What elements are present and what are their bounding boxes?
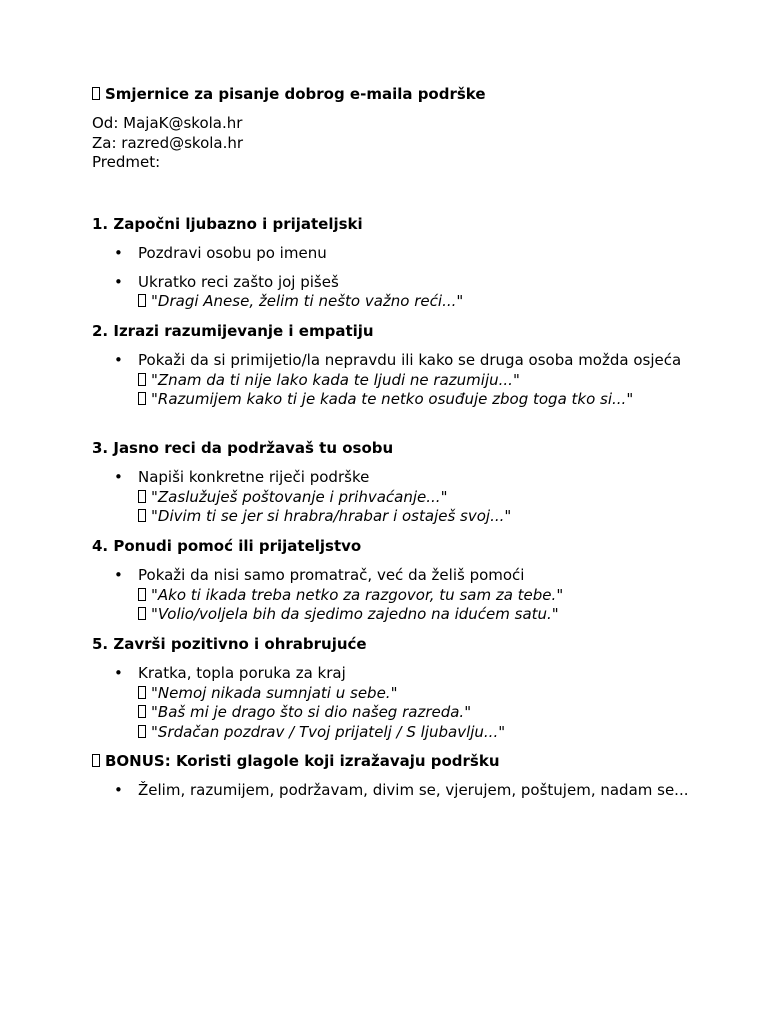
- list-item: [92, 566, 692, 625]
- placeholder-glyph-icon: [138, 509, 146, 522]
- section-heading: [92, 536, 692, 556]
- example-quote: "Volio/voljela bih da sjedimo zajedno na idućem satu.": [138, 605, 692, 625]
- example-quote-text: Baš mi je drago što si dio našeg razreda.: [157, 703, 465, 721]
- section-item-list: [92, 566, 692, 625]
- guideline-section: [92, 438, 692, 527]
- section-heading: [92, 438, 692, 458]
- list-item-text: Napiši konkretne riječi podrške: [138, 468, 370, 486]
- email-subject: Predmet:: [92, 153, 161, 171]
- list-item-text: Pozdravi osobu po imenu: [138, 244, 327, 262]
- example-quote-text: Zaslužuješ poštovanje i prihvaćanje...: [157, 487, 441, 506]
- document-title-text: Smjernice za pisanje dobrog e-maila podrške: [105, 85, 486, 103]
- example-quote-text: Srdačan pozdrav / Tvoj prijatelj / S ljubavlju...: [157, 722, 499, 741]
- example-quote: "Razumijem kako ti je kada te netko osuđuje zbog toga tko si...": [138, 390, 692, 410]
- list-item: [92, 351, 692, 410]
- section-item-list: [92, 244, 692, 312]
- example-quote-text: Znam da ti nije lako kada te ljudi ne razumiju...: [157, 370, 513, 389]
- section-heading-text: 3. Jasno reci da podržavaš tu osobu: [92, 439, 394, 457]
- example-quote: "Baš mi je drago što si dio našeg razreda.": [138, 703, 692, 723]
- guideline-section: [92, 634, 692, 742]
- list-item-text: Želim, razumijem, podržavam, divim se, vjerujem, poštujem, nadam se...: [138, 781, 689, 799]
- example-quote-text: Divim ti se jer si hrabra/hrabar i ostaješ svoj...: [157, 507, 505, 525]
- section-heading: [92, 634, 692, 654]
- guideline-section: [92, 536, 692, 625]
- email-from: Od: MajaK@skola.hr: [92, 114, 243, 132]
- section-item-list: [92, 781, 692, 801]
- email-to: Za: razred@skola.hr: [92, 133, 244, 152]
- example-quote-text: Dragi Anese, želim ti nešto važno reći...: [157, 292, 457, 310]
- section-heading: [92, 751, 692, 771]
- list-item-text: Pokaži da nisi samo promatrač, već da želiš pomoći: [138, 566, 525, 584]
- guideline-section: [92, 214, 692, 312]
- list-item-text: Pokaži da si primijetio/la nepravdu ili kako se druga osoba možda osjeća: [138, 351, 682, 369]
- guideline-section: [92, 751, 692, 801]
- list-item: [92, 273, 692, 312]
- document-title: [92, 84, 692, 104]
- section-heading-text: 2. Izrazi razumijevanje i empatiju: [92, 322, 374, 340]
- example-quote-text: Razumijem kako ti je kada te netko osuđuje zbog toga tko si...: [157, 390, 627, 408]
- section-heading-text: BONUS: Koristi glagole koji izražavaju podršku: [105, 752, 500, 770]
- placeholder-glyph-icon: [138, 294, 146, 307]
- placeholder-glyph-icon: [138, 705, 146, 718]
- list-item: [92, 468, 692, 527]
- list-item-text: Kratka, topla poruka za kraj: [138, 664, 346, 682]
- list-item: [92, 244, 692, 264]
- example-quote: "Znam da ti nije lako kada te ljudi ne razumiju...": [138, 371, 692, 391]
- example-quote-text: Nemoj nikada sumnjati u sebe.: [157, 683, 391, 702]
- example-quote: "Srdačan pozdrav / Tvoj prijatelj / S ljubavlju...": [138, 723, 692, 743]
- example-quote: "Dragi Anese, želim ti nešto važno reći...": [138, 292, 692, 312]
- section-item-list: [92, 351, 692, 410]
- placeholder-glyph-icon: [138, 373, 146, 386]
- placeholder-glyph-icon: [138, 588, 146, 601]
- section-heading: [92, 214, 692, 234]
- placeholder-glyph-icon: [92, 754, 100, 767]
- email-meta: [92, 114, 692, 173]
- section-item-list: [92, 664, 692, 742]
- list-item: [92, 781, 692, 801]
- placeholder-glyph-icon: [138, 607, 146, 620]
- list-item: [92, 664, 692, 742]
- section-heading-text: 1. Započni ljubazno i prijateljski: [92, 215, 363, 233]
- example-quote: "Ako ti ikada treba netko za razgovor, tu sam za tebe.": [138, 586, 692, 606]
- section-heading-text: 5. Završi pozitivno i ohrabrujuće: [92, 635, 367, 653]
- section-heading: [92, 321, 692, 341]
- section-item-list: [92, 468, 692, 527]
- placeholder-glyph-icon: [138, 725, 146, 738]
- example-quote-text: Volio/voljela bih da sjedimo zajedno na idućem satu.: [157, 605, 552, 623]
- placeholder-glyph-icon: [138, 392, 146, 405]
- placeholder-glyph-icon: [138, 490, 146, 503]
- placeholder-glyph-icon: [92, 87, 100, 100]
- guideline-section: [92, 321, 692, 410]
- list-item-text: Ukratko reci zašto joj pišeš: [138, 272, 339, 291]
- section-heading-text: 4. Ponudi pomoć ili prijateljstvo: [92, 537, 362, 555]
- example-quote: "Divim ti se jer si hrabra/hrabar i ostaješ svoj...": [138, 507, 692, 527]
- placeholder-glyph-icon: [138, 686, 146, 699]
- example-quote: "Nemoj nikada sumnjati u sebe.": [138, 684, 692, 704]
- example-quote: "Zaslužuješ poštovanje i prihvaćanje...": [138, 488, 692, 508]
- example-quote-text: Ako ti ikada treba netko za razgovor, tu sam za tebe.: [157, 585, 557, 604]
- document-page: [92, 84, 692, 799]
